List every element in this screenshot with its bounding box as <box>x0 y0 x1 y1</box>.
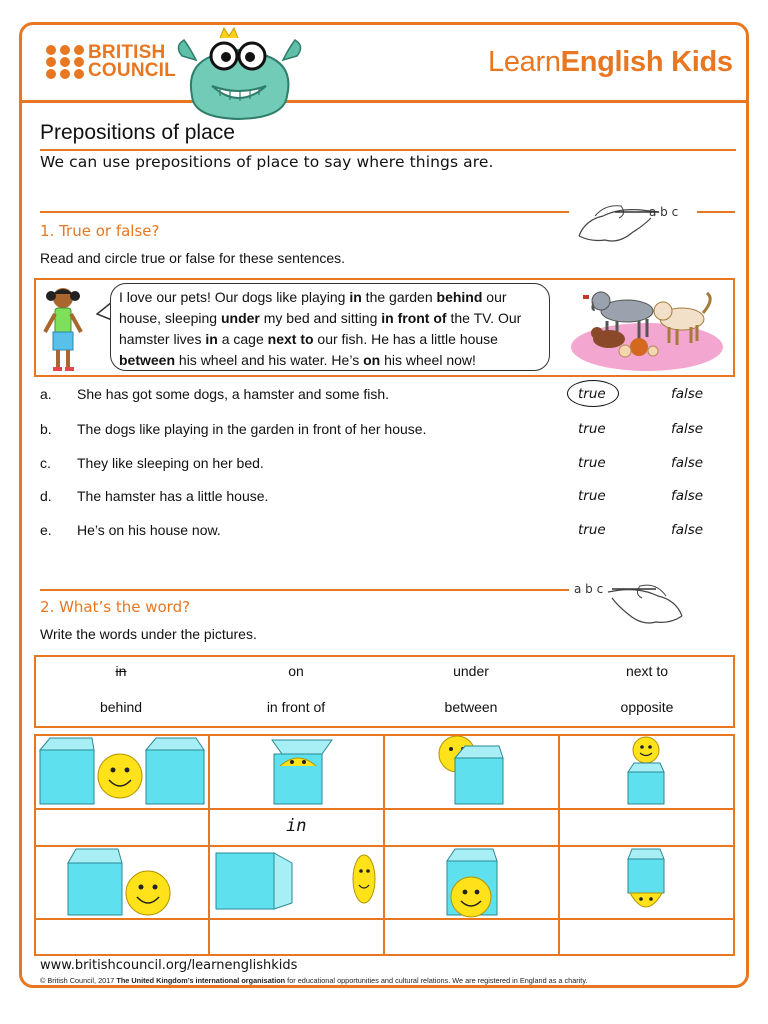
picture-between <box>36 736 208 808</box>
question-row <box>40 455 740 475</box>
hand-label-2: a b c <box>574 582 604 596</box>
question-row <box>40 488 740 508</box>
question-text: They like sleeping on her bed. <box>77 455 264 471</box>
question-text: She has got some dogs, a hamster and some fish. <box>77 386 390 402</box>
false-option[interactable]: false <box>671 386 704 402</box>
story-preposition: next to <box>267 331 314 347</box>
true-option[interactable]: true <box>578 522 606 538</box>
copyright-tail: for educational opportunities and cultural relations. We are registered in England as a charity. <box>285 976 588 985</box>
false-option[interactable]: false <box>671 421 704 437</box>
story-text: our house, sleeping <box>119 289 507 326</box>
girl-illustration-icon <box>38 282 88 374</box>
copyright-org: The United Kingdom’s international organisation <box>116 976 286 985</box>
question-letter: c. <box>40 455 51 471</box>
word-bank-item: between <box>444 699 498 715</box>
writing-hand-icon <box>575 196 697 248</box>
footer-url[interactable]: www.britishcouncil.org/learnenglishkids <box>40 958 298 973</box>
word-bank-item: next to <box>625 663 669 679</box>
story-preposition: in <box>349 289 362 305</box>
picture-in-front-of <box>385 736 558 808</box>
story-text: my bed and sitting <box>259 310 382 326</box>
false-option[interactable]: false <box>671 522 704 538</box>
question-letter: d. <box>40 488 52 504</box>
section2-heading: 2. What’s the word? <box>40 598 191 616</box>
question-text: The hamster has a little house. <box>77 488 269 504</box>
story-text: the garden <box>361 289 437 305</box>
british-council-logo-icon <box>45 44 85 80</box>
true-option[interactable]: true <box>578 455 606 471</box>
monster-mascot-icon <box>172 26 307 124</box>
word-bank-item: behind <box>99 699 143 715</box>
question-row <box>40 522 740 542</box>
section2-rule <box>40 589 569 591</box>
section1-heading: 1. True or false? <box>40 222 160 240</box>
story-text: a cage <box>217 331 268 347</box>
story-preposition: behind <box>436 289 483 305</box>
question-row <box>40 386 740 406</box>
hand-label-1: a b c <box>649 205 679 219</box>
picture-opposite <box>210 847 383 918</box>
pets-illustration-icon <box>567 281 727 373</box>
story-preposition: under <box>220 310 260 326</box>
question-row <box>40 421 740 441</box>
true-option[interactable]: true <box>578 386 606 402</box>
question-text: He’s on his house now. <box>77 522 221 538</box>
true-option[interactable]: true <box>578 421 606 437</box>
section2-instruction: Write the words under the pictures. <box>40 626 257 642</box>
story-text: I love our pets! Our dogs like playing <box>119 289 350 305</box>
grid-line-h3 <box>34 918 735 920</box>
word-bank-item: in <box>115 663 127 679</box>
section1-instruction: Read and circle true or false for these sentences. <box>40 250 346 266</box>
story-speech-bubble <box>110 283 550 371</box>
example-answer: in <box>286 816 307 836</box>
word-bank-item: in front of <box>266 699 326 715</box>
story-text: the TV. Our hamster lives <box>119 310 522 347</box>
story-preposition: in <box>205 331 218 347</box>
question-text: The dogs like playing in the garden in front of her house. <box>77 421 427 437</box>
header-divider <box>19 100 749 103</box>
picture-next-to <box>36 847 208 918</box>
false-option[interactable]: false <box>671 455 704 471</box>
story-preposition: between <box>119 352 176 368</box>
section1-rule <box>40 211 569 213</box>
british-council-wordmark <box>88 44 176 80</box>
true-option[interactable]: true <box>578 488 606 504</box>
learnenglish-kids-wordmark <box>488 46 733 79</box>
question-letter: e. <box>40 522 52 538</box>
grid-line-h1 <box>34 808 735 810</box>
footer-copyright <box>40 976 587 985</box>
page-title: Prepositions of place <box>40 121 235 144</box>
title-underline <box>40 149 736 151</box>
false-option[interactable]: false <box>671 488 704 504</box>
section1-rule-end <box>697 211 735 213</box>
site-name-learn: Learn <box>488 46 561 78</box>
story-preposition: in front of <box>381 310 447 326</box>
story-preposition: on <box>363 352 381 368</box>
picture-on <box>560 736 733 808</box>
site-name-english: English <box>560 46 664 78</box>
question-letter: b. <box>40 421 52 437</box>
picture-in <box>210 736 383 808</box>
intro-text: We can use prepositions of place to say where things are. <box>40 153 494 171</box>
writing-hand-icon-2 <box>572 576 690 630</box>
picture-under <box>560 847 733 918</box>
story-text: our fish. He has a little house <box>313 331 498 347</box>
brand-line-2: COUNCIL <box>88 60 176 81</box>
word-bank-item: opposite <box>620 699 674 715</box>
picture-behind <box>385 847 558 918</box>
site-name-kids: Kids <box>663 46 733 78</box>
story-text: his wheel and his water. He’s <box>175 352 364 368</box>
question-letter: a. <box>40 386 52 402</box>
word-bank-item: on <box>288 663 304 679</box>
story-text: his wheel now! <box>380 352 476 368</box>
copyright-text: © British Council, 2017 <box>40 976 117 985</box>
brand-line-1: BRITISH <box>88 42 166 63</box>
word-bank-item: under <box>453 663 489 679</box>
